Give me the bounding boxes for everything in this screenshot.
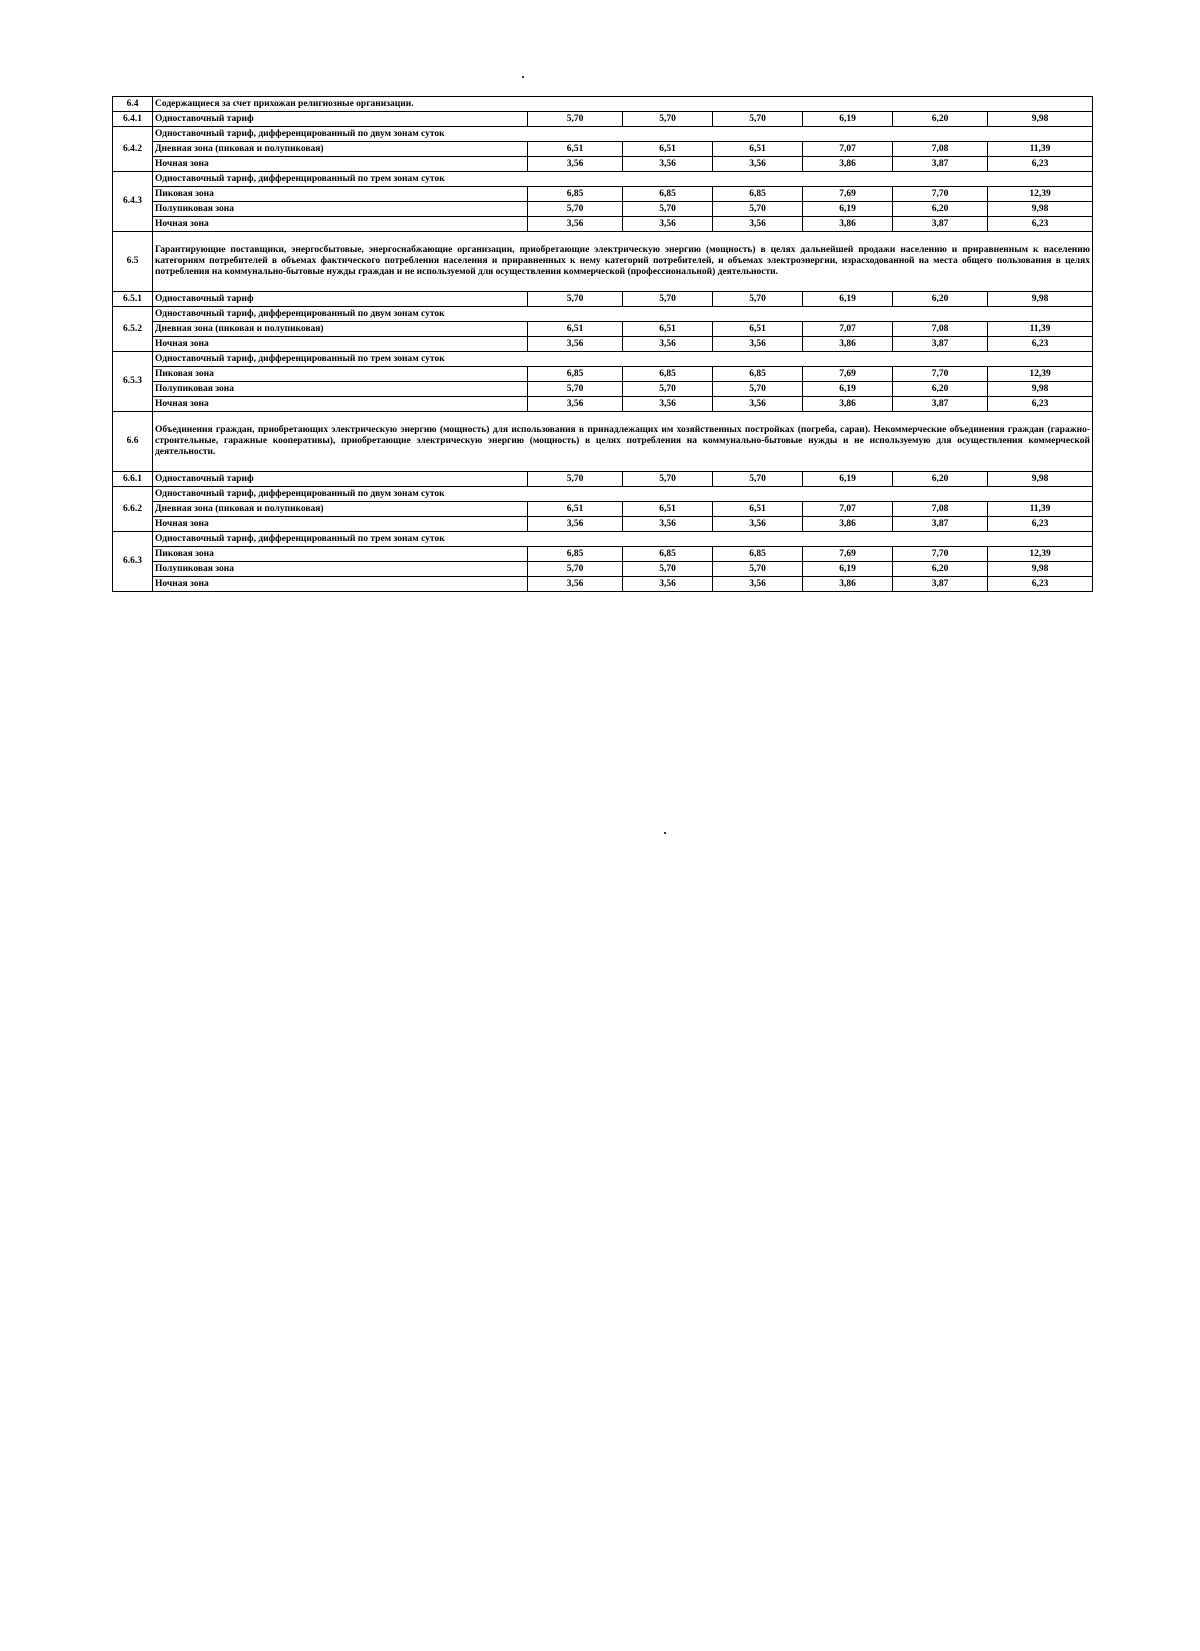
- tariff-value: 3,56: [713, 397, 803, 412]
- tariff-value: 6,85: [623, 187, 713, 202]
- tariff-value: 6,19: [803, 292, 893, 307]
- tariff-value: 3,86: [803, 337, 893, 352]
- tariff-value: 9,98: [988, 292, 1093, 307]
- two-zone-header-row: [113, 487, 1093, 502]
- tariff-value: 6,51: [528, 142, 623, 157]
- subsection-title: Одноставочный тариф, дифференцированный по трем зонам суток: [153, 532, 1093, 547]
- zone-row: [113, 382, 1093, 397]
- tariff-value: 3,87: [893, 157, 988, 172]
- tariff-value: 3,87: [893, 517, 988, 532]
- tariff-value: 9,98: [988, 472, 1093, 487]
- tariff-value: 11,39: [988, 502, 1093, 517]
- three-zone-header-row: [113, 532, 1093, 547]
- group-title: Объединения граждан, приобретающих электрическую энергию (мощность) для использования в принадлежащих им хозяйственных постройках (погреба, сараи). Некоммерческие объединения граждан (гаражно-строительные, гаражные кооперативы), приобретающие электрическую энергию (мощность) в целях потребления на коммунально-бытовые нужды и не используемую для осуществления коммерческой деятельности.: [153, 412, 1093, 472]
- zone-label: Ночная зона: [153, 157, 528, 172]
- tariff-value: 3,86: [803, 517, 893, 532]
- zone-row: [113, 502, 1093, 517]
- tariff-value: 5,70: [713, 292, 803, 307]
- tariff-value: 3,56: [713, 577, 803, 592]
- zone-row: [113, 337, 1093, 352]
- group-code: 6.4: [113, 97, 153, 112]
- tariff-value: 7,70: [893, 547, 988, 562]
- tariff-value: 7,69: [803, 367, 893, 382]
- tariff-value: 3,56: [623, 397, 713, 412]
- tariff-value: 7,08: [893, 142, 988, 157]
- tariff-value: 3,56: [528, 217, 623, 232]
- tariff-value: 3,56: [713, 517, 803, 532]
- tariff-value: 6,23: [988, 217, 1093, 232]
- zone-label: Дневная зона (пиковая и полупиковая): [153, 502, 528, 517]
- zone-row: [113, 367, 1093, 382]
- zone-label: Дневная зона (пиковая и полупиковая): [153, 322, 528, 337]
- tariff-value: 9,98: [988, 202, 1093, 217]
- zone-label: Ночная зона: [153, 577, 528, 592]
- zone-label: Ночная зона: [153, 517, 528, 532]
- tariff-value: 6,85: [623, 547, 713, 562]
- three-zone-header-row: [113, 172, 1093, 187]
- tariff-value: 6,20: [893, 562, 988, 577]
- zone-row: [113, 202, 1093, 217]
- tariff-value: 3,86: [803, 157, 893, 172]
- row-code: 6.6.1: [113, 472, 153, 487]
- subsection-title: Одноставочный тариф, дифференцированный по двум зонам суток: [153, 307, 1093, 322]
- tariff-value: 7,07: [803, 142, 893, 157]
- tariff-value: 9,98: [988, 562, 1093, 577]
- row-code: 6.6.2: [113, 487, 153, 532]
- tariff-value: 5,70: [713, 112, 803, 127]
- tariff-value: 3,87: [893, 397, 988, 412]
- tariff-value: 6,19: [803, 472, 893, 487]
- zone-label: Полупиковая зона: [153, 382, 528, 397]
- tariff-value: 6,51: [528, 322, 623, 337]
- row-code: 6.4.1: [113, 112, 153, 127]
- tariff-value: 12,39: [988, 187, 1093, 202]
- tariff-value: 5,70: [528, 202, 623, 217]
- row-code: 6.5.3: [113, 352, 153, 412]
- tariff-value: 3,87: [893, 337, 988, 352]
- tariff-table-body: [113, 97, 1093, 592]
- tariff-value: 6,51: [713, 502, 803, 517]
- tariff-value: 7,08: [893, 322, 988, 337]
- row-label: Одноставочный тариф: [153, 292, 528, 307]
- tariff-value: 12,39: [988, 367, 1093, 382]
- subsection-title: Одноставочный тариф, дифференцированный по двум зонам суток: [153, 127, 1093, 142]
- tariff-value: 6,19: [803, 112, 893, 127]
- tariff-value: 3,56: [713, 217, 803, 232]
- tariff-value: 3,56: [623, 217, 713, 232]
- tariff-value: 3,56: [528, 337, 623, 352]
- tariff-value: 6,23: [988, 397, 1093, 412]
- tariff-value: 5,70: [528, 112, 623, 127]
- tariff-value: 3,87: [893, 217, 988, 232]
- tariff-value: 3,86: [803, 577, 893, 592]
- group-header-row: [113, 412, 1093, 472]
- tariff-value: 6,85: [528, 367, 623, 382]
- tariff-value: 3,56: [528, 157, 623, 172]
- tariff-value: 5,70: [528, 472, 623, 487]
- tariff-value: 5,70: [713, 202, 803, 217]
- subsection-title: Одноставочный тариф, дифференцированный по трем зонам суток: [153, 172, 1093, 187]
- subsection-title: Одноставочный тариф, дифференцированный по двум зонам суток: [153, 487, 1093, 502]
- tariff-value: 3,86: [803, 397, 893, 412]
- tariff-value: 5,70: [623, 112, 713, 127]
- tariff-value: 5,70: [528, 562, 623, 577]
- tariff-value: 9,98: [988, 382, 1093, 397]
- zone-row: [113, 397, 1093, 412]
- zone-label: Дневная зона (пиковая и полупиковая): [153, 142, 528, 157]
- row-code: 6.5.1: [113, 292, 153, 307]
- tariff-value: 6,23: [988, 157, 1093, 172]
- group-code: 6.5: [113, 232, 153, 292]
- row-label: Одноставочный тариф: [153, 112, 528, 127]
- tariff-value: 5,70: [623, 382, 713, 397]
- zone-label: Пиковая зона: [153, 547, 528, 562]
- tariff-value: 3,56: [528, 397, 623, 412]
- row-label: Одноставочный тариф: [153, 472, 528, 487]
- tariff-value: 7,69: [803, 547, 893, 562]
- zone-label: Пиковая зона: [153, 367, 528, 382]
- tariff-value: 6,85: [623, 367, 713, 382]
- subsection-title: Одноставочный тариф, дифференцированный по трем зонам суток: [153, 352, 1093, 367]
- tariff-value: 3,86: [803, 217, 893, 232]
- tariff-value: 6,19: [803, 202, 893, 217]
- tariff-value: 6,51: [528, 502, 623, 517]
- tariff-value: 6,20: [893, 292, 988, 307]
- tariff-value: 6,51: [713, 142, 803, 157]
- tariff-value: 3,56: [623, 337, 713, 352]
- tariff-value: 6,85: [713, 547, 803, 562]
- zone-label: Ночная зона: [153, 217, 528, 232]
- tariff-value: 7,07: [803, 322, 893, 337]
- single-rate-row: [113, 112, 1093, 127]
- tariff-value: 7,69: [803, 187, 893, 202]
- tariff-value: 6,19: [803, 382, 893, 397]
- group-code: 6.6: [113, 412, 153, 472]
- tariff-value: 6,85: [528, 187, 623, 202]
- two-zone-header-row: [113, 127, 1093, 142]
- tariff-value: 6,85: [713, 367, 803, 382]
- single-rate-row: [113, 292, 1093, 307]
- tariff-value: 7,70: [893, 367, 988, 382]
- tariff-value: 11,39: [988, 322, 1093, 337]
- tariff-value: 6,23: [988, 517, 1093, 532]
- tariff-value: 6,20: [893, 382, 988, 397]
- tariff-value: 6,20: [893, 472, 988, 487]
- tariff-value: 3,56: [713, 337, 803, 352]
- tariff-value: 6,23: [988, 337, 1093, 352]
- group-header-row: [113, 97, 1093, 112]
- tariff-value: 6,20: [893, 112, 988, 127]
- zone-row: [113, 577, 1093, 592]
- tariff-value: 3,56: [623, 157, 713, 172]
- zone-label: Ночная зона: [153, 397, 528, 412]
- tariff-value: 6,85: [528, 547, 623, 562]
- zone-label: Пиковая зона: [153, 187, 528, 202]
- zone-label: Полупиковая зона: [153, 562, 528, 577]
- group-title: Содержащиеся за счет прихожан религиозные организации.: [153, 97, 1093, 112]
- group-header-row: [113, 232, 1093, 292]
- tariff-value: 3,56: [623, 577, 713, 592]
- tariff-value: 6,51: [623, 142, 713, 157]
- row-code: 6.4.3: [113, 172, 153, 232]
- zone-label: Полупиковая зона: [153, 202, 528, 217]
- tariff-value: 5,70: [528, 292, 623, 307]
- tariff-value: 9,98: [988, 112, 1093, 127]
- tariff-value: 5,70: [713, 382, 803, 397]
- group-title: Гарантирующие поставщики, энергосбытовые, энергоснабжающие организации, приобретающие электрическую энергию (мощность) в целях дальнейшей продажи населению и приравненным к населению категориям потребителей в объемах фактического потребления населения и приравненных к нему категорий потребителей, и объемах электроэнергии, израсходованной на места общего пользования в целях потребления на коммунально-бытовые нужды граждан и не используемой для осуществления коммерческой (профессиональной) деятельности.: [153, 232, 1093, 292]
- tariff-table: [112, 96, 1093, 592]
- three-zone-header-row: [113, 352, 1093, 367]
- zone-row: [113, 142, 1093, 157]
- row-code: 6.6.3: [113, 532, 153, 592]
- tariff-value: 6,19: [803, 562, 893, 577]
- tariff-value: 6,51: [623, 502, 713, 517]
- tariff-value: 5,70: [713, 472, 803, 487]
- scan-speck: [664, 832, 666, 834]
- row-code: 6.5.2: [113, 307, 153, 352]
- tariff-value: 6,51: [623, 322, 713, 337]
- tariff-value: 3,56: [528, 517, 623, 532]
- zone-row: [113, 547, 1093, 562]
- row-code: 6.4.2: [113, 127, 153, 172]
- single-rate-row: [113, 472, 1093, 487]
- zone-row: [113, 517, 1093, 532]
- two-zone-header-row: [113, 307, 1093, 322]
- tariff-value: 3,87: [893, 577, 988, 592]
- tariff-value: 5,70: [623, 562, 713, 577]
- zone-label: Ночная зона: [153, 337, 528, 352]
- zone-row: [113, 157, 1093, 172]
- zone-row: [113, 562, 1093, 577]
- zone-row: [113, 322, 1093, 337]
- tariff-value: 7,70: [893, 187, 988, 202]
- zone-row: [113, 217, 1093, 232]
- tariff-value: 5,70: [623, 292, 713, 307]
- tariff-value: 6,20: [893, 202, 988, 217]
- tariff-value: 5,70: [528, 382, 623, 397]
- tariff-value: 3,56: [623, 517, 713, 532]
- tariff-value: 6,85: [713, 187, 803, 202]
- tariff-value: 5,70: [713, 562, 803, 577]
- tariff-value: 5,70: [623, 202, 713, 217]
- tariff-value: 6,51: [713, 322, 803, 337]
- tariff-value: 6,23: [988, 577, 1093, 592]
- tariff-value: 11,39: [988, 142, 1093, 157]
- tariff-value: 7,08: [893, 502, 988, 517]
- tariff-value: 12,39: [988, 547, 1093, 562]
- tariff-value: 7,07: [803, 502, 893, 517]
- tariff-value: 5,70: [623, 472, 713, 487]
- scan-speck: [522, 76, 524, 78]
- zone-row: [113, 187, 1093, 202]
- tariff-value: 3,56: [713, 157, 803, 172]
- tariff-value: 3,56: [528, 577, 623, 592]
